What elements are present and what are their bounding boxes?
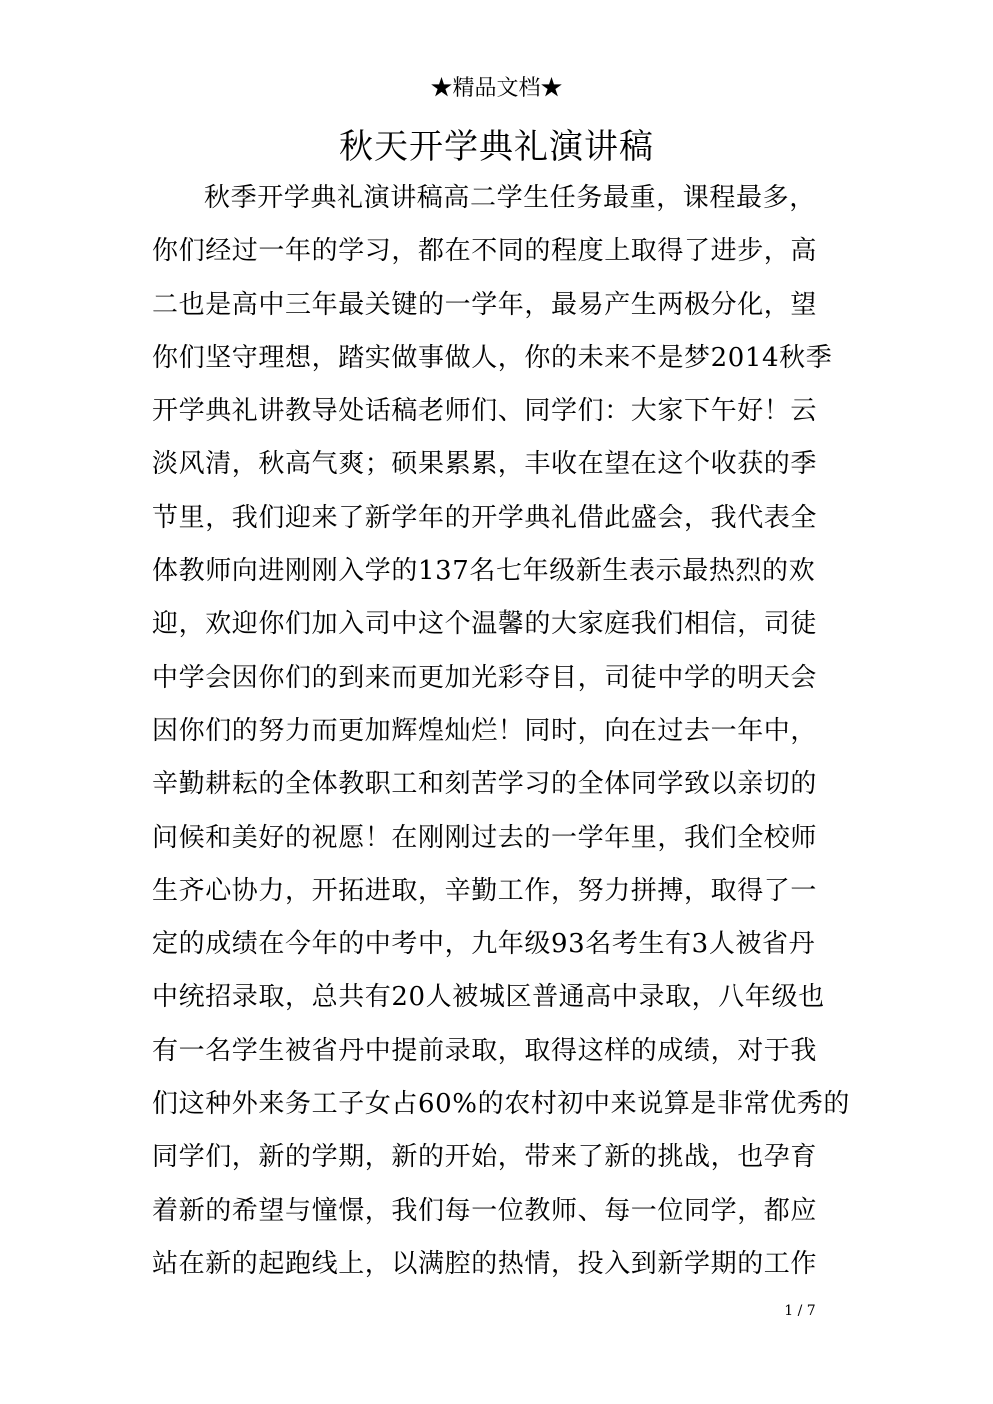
body-line: 你们坚守理想，踏实做事做人，你的未来不是梦2014秋季 — [152, 342, 833, 373]
body-line: 生齐心协力，开拓进取，辛勤工作，努力拼搏，取得了一 — [152, 875, 818, 906]
document-body — [152, 172, 850, 1291]
body-line: 迎，欢迎你们加入司中这个温馨的大家庭我们相信，司徒 — [152, 609, 818, 640]
body-line: 辛勤耕耘的全体教职工和刻苦学习的全体同学致以亲切的 — [152, 769, 818, 800]
body-line: 节里，我们迎来了新学年的开学典礼借此盛会，我代表全 — [152, 502, 818, 533]
body-line: 体教师向进刚刚入学的137名七年级新生表示最热烈的欢 — [152, 556, 816, 587]
body-line: 同学们，新的学期，新的开始，带来了新的挑战，也孕育 — [152, 1142, 818, 1173]
body-line: 淡风清，秋高气爽；硕果累累，丰收在望在这个收获的季 — [152, 449, 818, 480]
body-line: 定的成绩在今年的中考中，九年级93名考生有3人被省丹 — [152, 929, 816, 960]
body-line: 你们经过一年的学习，都在不同的程度上取得了进步，高 — [152, 236, 818, 267]
body-line: 秋季开学典礼演讲稿高二学生任务最重，课程最多， — [204, 183, 816, 213]
body-line: 二也是高中三年最关键的一学年，最易产生两极分化，望 — [152, 289, 818, 320]
body-line: 开学典礼讲教导处话稿老师们、同学们：大家下午好！云 — [152, 396, 818, 427]
body-line: 中统招录取，总共有20人被城区普通高中录取，八年级也 — [152, 982, 825, 1013]
body-line: 因你们的努力而更加辉煌灿烂！同时，向在过去一年中， — [152, 715, 818, 746]
body-line: 站在新的起跑线上，以满腔的热情，投入到新学期的工作 — [152, 1248, 818, 1279]
body-line: 有一名学生被省丹中提前录取，取得这样的成绩，对于我 — [152, 1035, 818, 1066]
page-number: 1 / 7 — [784, 1303, 816, 1319]
document-title: 秋天开学典礼演讲稿 — [339, 127, 654, 167]
body-line: 着新的希望与憧憬，我们每一位教师、每一位同学，都应 — [152, 1195, 818, 1226]
body-line: 问候和美好的祝愿！在刚刚过去的一学年里，我们全校师 — [152, 822, 818, 853]
body-line: 们这种外来务工子女占60%的农村初中来说算是非常优秀的 — [152, 1089, 850, 1120]
document-header: ★精品文档★ — [430, 76, 563, 101]
body-line: 中学会因你们的到来而更加光彩夺目，司徒中学的明天会 — [152, 662, 818, 693]
